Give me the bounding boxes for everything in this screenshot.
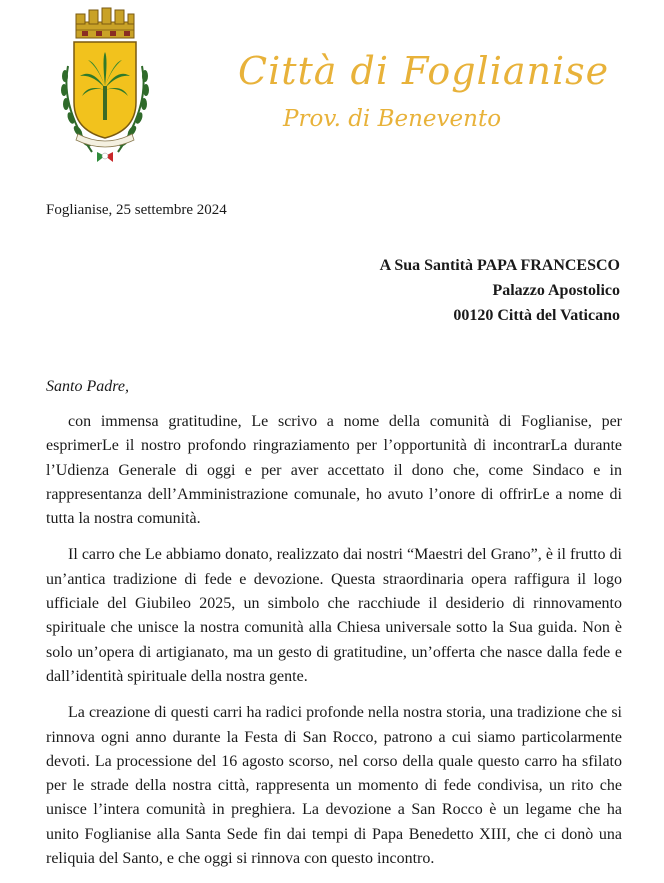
crown-icon [76,8,134,38]
body-paragraph-3: La creazione di questi carri ha radici profonde nella nostra storia, una tradizione che si rinnova ogni anno durante la Festa di San Rocco, patrono a cui siamo particolarmente devoti. La processione del 16 agosto scorso, nel corso della quale questo carro ha sfilato per le strade della nostra città, rappresenta un momento di fede condivisa, un rito che unisce l’intera comunità in preghiera. La devozione a San Rocco è un legame che ha unito Foglianise alla Santa Sede fin dai tempi di Papa Benedetto XIII, che ci donò una reliquia del Santo, e che oggi si rinnova con questo incontro. [46,704,622,868]
recipient-line-3: 00120 Città del Vaticano [453,307,620,324]
coat-of-arms-icon [52,6,158,166]
body-paragraph-1: con immensa gratitudine, Le scrivo a nome della comunità di Foglianise, per esprimerLe il nostro profondo ringraziamento per l’opportunità di incontrarLa durante l’Udienza Generale di oggi e per aver accettato il dono che, come Sindaco e in rappresentanza dell’Amministrazione comunale, ho avuto l’onore di offrirLe a nome di tutta la nostra comunità. [46,413,622,528]
province-name: Prov. di Benevento [283,106,502,132]
body-paragraph-2: Il carro che Le abbiamo donato, realizzato dai nostri “Maestri del Grano”, è il frutto di un’antica tradizione di fede e devozione. Questa straordinaria opera raffigura il logo ufficiale del Giubileo 2025, un simbolo che racchiude il desiderio di rinnovamento spirituale che unisce la nostra comunità alla Chiesa universale sotto la Sua guida. Non è solo un’opera di artigianato, ma un gesto di gratitudine, un’offerta che nasce dalla fede e dall’identità spirituale della nostra gente. [46,546,622,685]
tricolor-bow-icon [97,152,113,162]
recipient-address [380,253,620,328]
letter-dateline: Foglianise, 25 settembre 2024 [46,202,227,218]
letter-body [46,410,622,883]
recipient-line-1: A Sua Santità PAPA FRANCESCO [379,257,620,274]
city-name: Città di Foglianise [238,49,610,93]
recipient-line-2: Palazzo Apostolico [492,282,620,299]
salutation: Santo Padre, [46,378,129,395]
